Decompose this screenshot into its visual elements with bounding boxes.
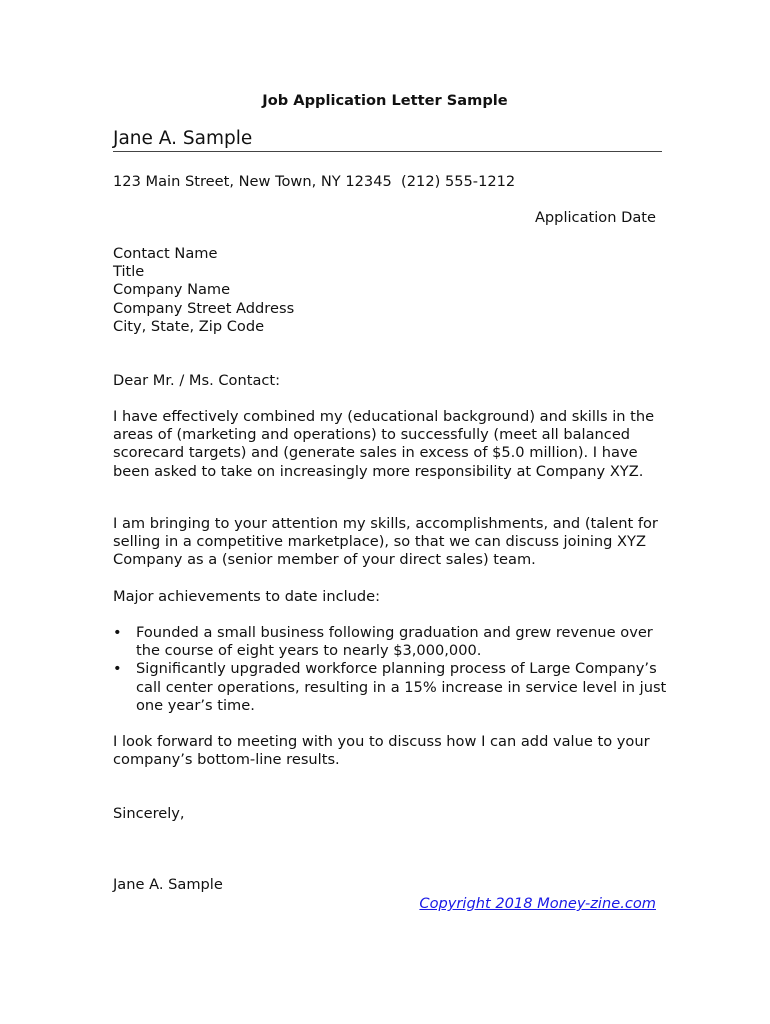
list-item <box>113 624 673 660</box>
body-paragraph: I have effectively combined my (educational background) and skills in the areas of (marketing and operations) to successfully (meet all balanced scorecard targets) and (generate sales in excess of $5.0 million). I have been asked to take on increasingly more responsibility at Company XYZ. <box>113 408 655 480</box>
achievement-text: Founded a small business following graduation and grew revenue over the course of eight years to nearly $3,000,000. <box>136 624 653 660</box>
achievements-intro: Major achievements to date include: <box>113 588 381 605</box>
recipient-contact-name: Contact Name <box>113 245 218 262</box>
recipient-company-name: Company Name <box>113 281 231 299</box>
recipient-title: Title <box>113 263 145 281</box>
sender-contact-line: 123 Main Street, New Town, NY 12345 (212) 555-1212 <box>113 173 516 190</box>
salutation: Dear Mr. / Ms. Contact: <box>113 372 281 389</box>
signature-name: Jane A. Sample <box>113 876 223 893</box>
recipient-city-state-zip: City, State, Zip Code <box>113 317 265 335</box>
page-title: Job Application Letter Sample <box>262 92 508 109</box>
recipient-block <box>113 245 294 336</box>
closing: Sincerely, <box>113 805 185 822</box>
body-paragraph: I am bringing to your attention my skills, accomplishments, and (talent for selling in a competitive marketplace), so that we can discuss joining XYZ Company as a (senior member of your direct sales) team. <box>113 515 658 569</box>
copyright-link[interactable]: Copyright 2018 Money-zine.com <box>419 895 656 912</box>
bullet-icon: • <box>113 624 122 641</box>
application-date: Application Date <box>534 209 656 226</box>
sender-name-heading: Jane A. Sample <box>113 128 662 152</box>
list-item <box>113 660 673 715</box>
recipient-street-address: Company Street Address <box>113 299 295 317</box>
bullet-icon: • <box>113 660 122 678</box>
achievement-text: Significantly upgraded workforce planning process of Large Company’s call center operations, resulting in a 15% increase in service level in just one year’s time. <box>136 660 667 714</box>
achievements-list <box>113 624 673 715</box>
closing-paragraph: I look forward to meeting with you to discuss how I can add value to your company’s bottom-line results. <box>113 733 650 769</box>
